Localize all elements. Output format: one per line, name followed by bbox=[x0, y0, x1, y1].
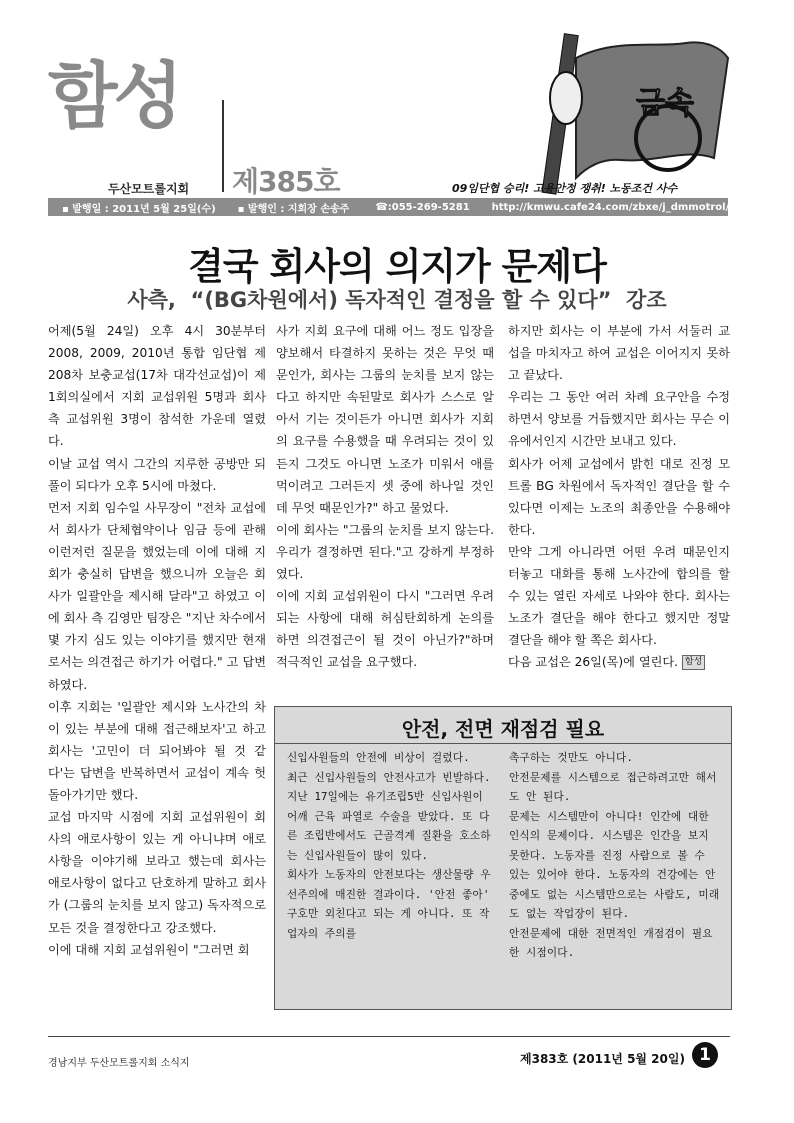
paragraph: 이에 지회 교섭위원이 다시 "그러면 우려되는 사항에 대해 허심탄회하게 논의를 하면 의견접근이 될 것이 아닌가?"하며 적극적인 교섭을 요구했다. bbox=[276, 589, 494, 670]
publisher: ▪ 발행인 : 지회장 손송주 bbox=[237, 203, 350, 215]
subheadline: 사측, “(BG차원에서) 독자적인 결정을 할 수 있다” 강조 bbox=[127, 288, 667, 312]
masthead-divider bbox=[222, 100, 224, 192]
paragraph: 안전문제에 대한 전면적인 개점검이 필요한 시점이다. bbox=[509, 927, 713, 959]
box-title: 안전, 전면 재점검 필요 bbox=[401, 717, 605, 741]
paragraph bbox=[508, 651, 730, 673]
box-column-2 bbox=[509, 749, 721, 964]
paragraph: 교섭 마지막 시점에 지회 교섭위원이 회사의 애로사항이 있는 게 아니냐며 애로사항을 이야기해 보라고 했는데 회사는 애로사항이 없다고 단호하게 말하고 회사가 (그룹의 눈치를 보지 않고) 독자적으로 모든 것을 결정한다고 강조했다. bbox=[48, 810, 266, 935]
end-stamp: 함성 bbox=[682, 655, 705, 670]
newsletter-logo: 함성 bbox=[48, 54, 180, 138]
footer-issue: 제383호 (2011년 5월 20일) bbox=[520, 1052, 685, 1066]
website-link[interactable]: http://kmwu.cafe24.com/zbxe/j_dmmotrol/ bbox=[491, 201, 730, 213]
page-number: 1 bbox=[692, 1042, 718, 1068]
footer-publisher: 경남지부 두산모트롤지회 소식지 bbox=[48, 1058, 190, 1069]
paragraph: 회사가 어제 교섭에서 밝힌 대로 진정 모트롤 BG 차원에서 독자적인 결단을 할 수 있다면 이제는 노조의 최종안을 수용해야 한다. bbox=[508, 456, 730, 537]
paragraph: 안전문제를 시스템으로 접근하려고만 해서도 안 된다. bbox=[509, 771, 717, 803]
paragraph: 어제(5월 24일) 오후 4시 30분부터 2008, 2009, 2010년 통합 임단협 제208차 보충교섭(17차 대각선교섭)이 제1회의실에서 지회 교섭위원 5명과 회사 측 교섭위원 3명이 참석한 가운데 열렸다. bbox=[48, 324, 266, 449]
slogan: 09임단협 승리! 고용안정 쟁취! 노동조건 사수 bbox=[452, 182, 678, 195]
paragraph: 만약 그게 아니라면 어떤 우려 때문인지 터놓고 대화를 통해 노사간에 합의를 할 수 있는 열린 자세로 나와야 한다. 회사는 노조가 결단을 해야 한다고 했지만 정말 결단을 해야 할 쪽은 회사다. bbox=[508, 544, 730, 648]
union-name: 두산모트롤지회 bbox=[108, 182, 190, 196]
paragraph: 이날 교섭 역시 그간의 지루한 공방만 되풀이 되다가 오후 5시에 마쳤다. bbox=[48, 456, 266, 493]
paragraph: 촉구하는 것만도 아니다. bbox=[509, 752, 634, 764]
paragraph: 신입사원들의 안전에 비상이 걸렸다. bbox=[287, 752, 470, 764]
paragraph: 이후 지회는 '일괄안 제시와 노사간의 차이 있는 부분에 대해 접근해보자'고 하고 회사는 '고민이 더 되어봐야 될 것 같다'는 답변을 반복하면서 교섭이 계속 헛돌아가기만 했다. bbox=[48, 699, 266, 802]
paragraph: 하지만 회사는 이 부분에 가서 서둘러 교섭을 마치자고 하여 교섭은 이어지지 못하고 끝났다. bbox=[508, 324, 730, 383]
safety-box bbox=[274, 706, 732, 1010]
paragraph: 이에 대해 지회 교섭위원이 "그러면 회 bbox=[48, 942, 250, 957]
flag-text: 금속 bbox=[636, 86, 694, 121]
article-column-1 bbox=[48, 320, 266, 961]
paragraph: 문제는 시스템만이 아니다! 인간에 대한 인식의 문제이다. 시스템은 인간을 보지 못한다. 노동자를 진정 사람으로 볼 수 있는 있어야 한다. 노동자의 건강에는 안중에도 없는 시스템만으로는 사람도, 미래도 없는 작업장이 된다. bbox=[509, 810, 720, 920]
box-column-1 bbox=[287, 749, 499, 944]
union-flag-icon bbox=[536, 28, 731, 196]
paragraph: 이에 회사는 "그룹의 눈치를 보지 않는다. 우리가 결정하면 된다."고 강하게 부정하였다. bbox=[276, 522, 494, 582]
article-column-3 bbox=[508, 320, 730, 674]
article-column-2 bbox=[276, 320, 494, 674]
paragraph: 회사가 노동자의 안전보다는 생산물량 우선주의에 매진한 결과이다. '안전 좋아' 구호만 외친다고 되는 게 아니다. 또 작업자의 주의를 bbox=[287, 869, 491, 940]
box-divider bbox=[275, 743, 731, 744]
info-bar bbox=[48, 198, 728, 216]
footer-divider bbox=[48, 1036, 730, 1037]
pub-date: ▪ 발행일 : 2011년 5월 25일(수) bbox=[62, 203, 216, 215]
paragraph: 최근 신입사원들의 안전사고가 빈발하다. 지난 17일에는 유기조립5반 신입사원이 어깨 근육 파열로 수술을 받았다. 또 다른 조립반에서도 근골격계 질환을 호소하는 신입사원들이 많이 있다. bbox=[287, 771, 491, 862]
issue-number: 제385호 bbox=[232, 165, 340, 198]
next-meeting-text: 다음 교섭은 26일(목)에 열린다. bbox=[508, 655, 679, 670]
paragraph: 사가 지회 요구에 대해 어느 정도 입장을 양보해서 타결하지 못하는 것은 무엇 때문인가, 회사는 그룹의 눈치를 보지 않는다고 하지만 속된말로 회사가 스스로 알아서 기는 것이든가 아니면 회사가 지회의 요구를 수용했을 때 우려되는 것이 있든지 그것도 아니면 노조가 미워서 애를 먹이려고 그러든지 셋 중에 하나일 것인데 무엇 때문인가?" 하고 물었다. bbox=[276, 324, 494, 515]
paragraph: 먼저 지회 임수일 사무장이 "전차 교섭에서 회사가 단체협약이나 임금 등에 관해 이런저런 질문을 했었는데 이에 대해 지회가 충실히 답변을 했으니까 오늘은 회사가 일괄안을 제시해 달라"고 하였고 이에 회사 측 김영만 팀장은 "지난 차수에서 몇 가지 심도 있는 이야기를 했지만 현재로서는 의견접근 하기가 어렵다." 고 답변하였다. bbox=[48, 500, 266, 692]
headline: 결국 회사의 의지가 문제다 bbox=[188, 245, 606, 288]
paragraph: 우리는 그 동안 여러 차례 요구안을 수정하면서 양보를 거듭했지만 회사는 무슨 이유에서인지 시간만 보내고 있다. bbox=[508, 390, 730, 449]
phone: ☎:055-269-5281 bbox=[375, 201, 470, 213]
